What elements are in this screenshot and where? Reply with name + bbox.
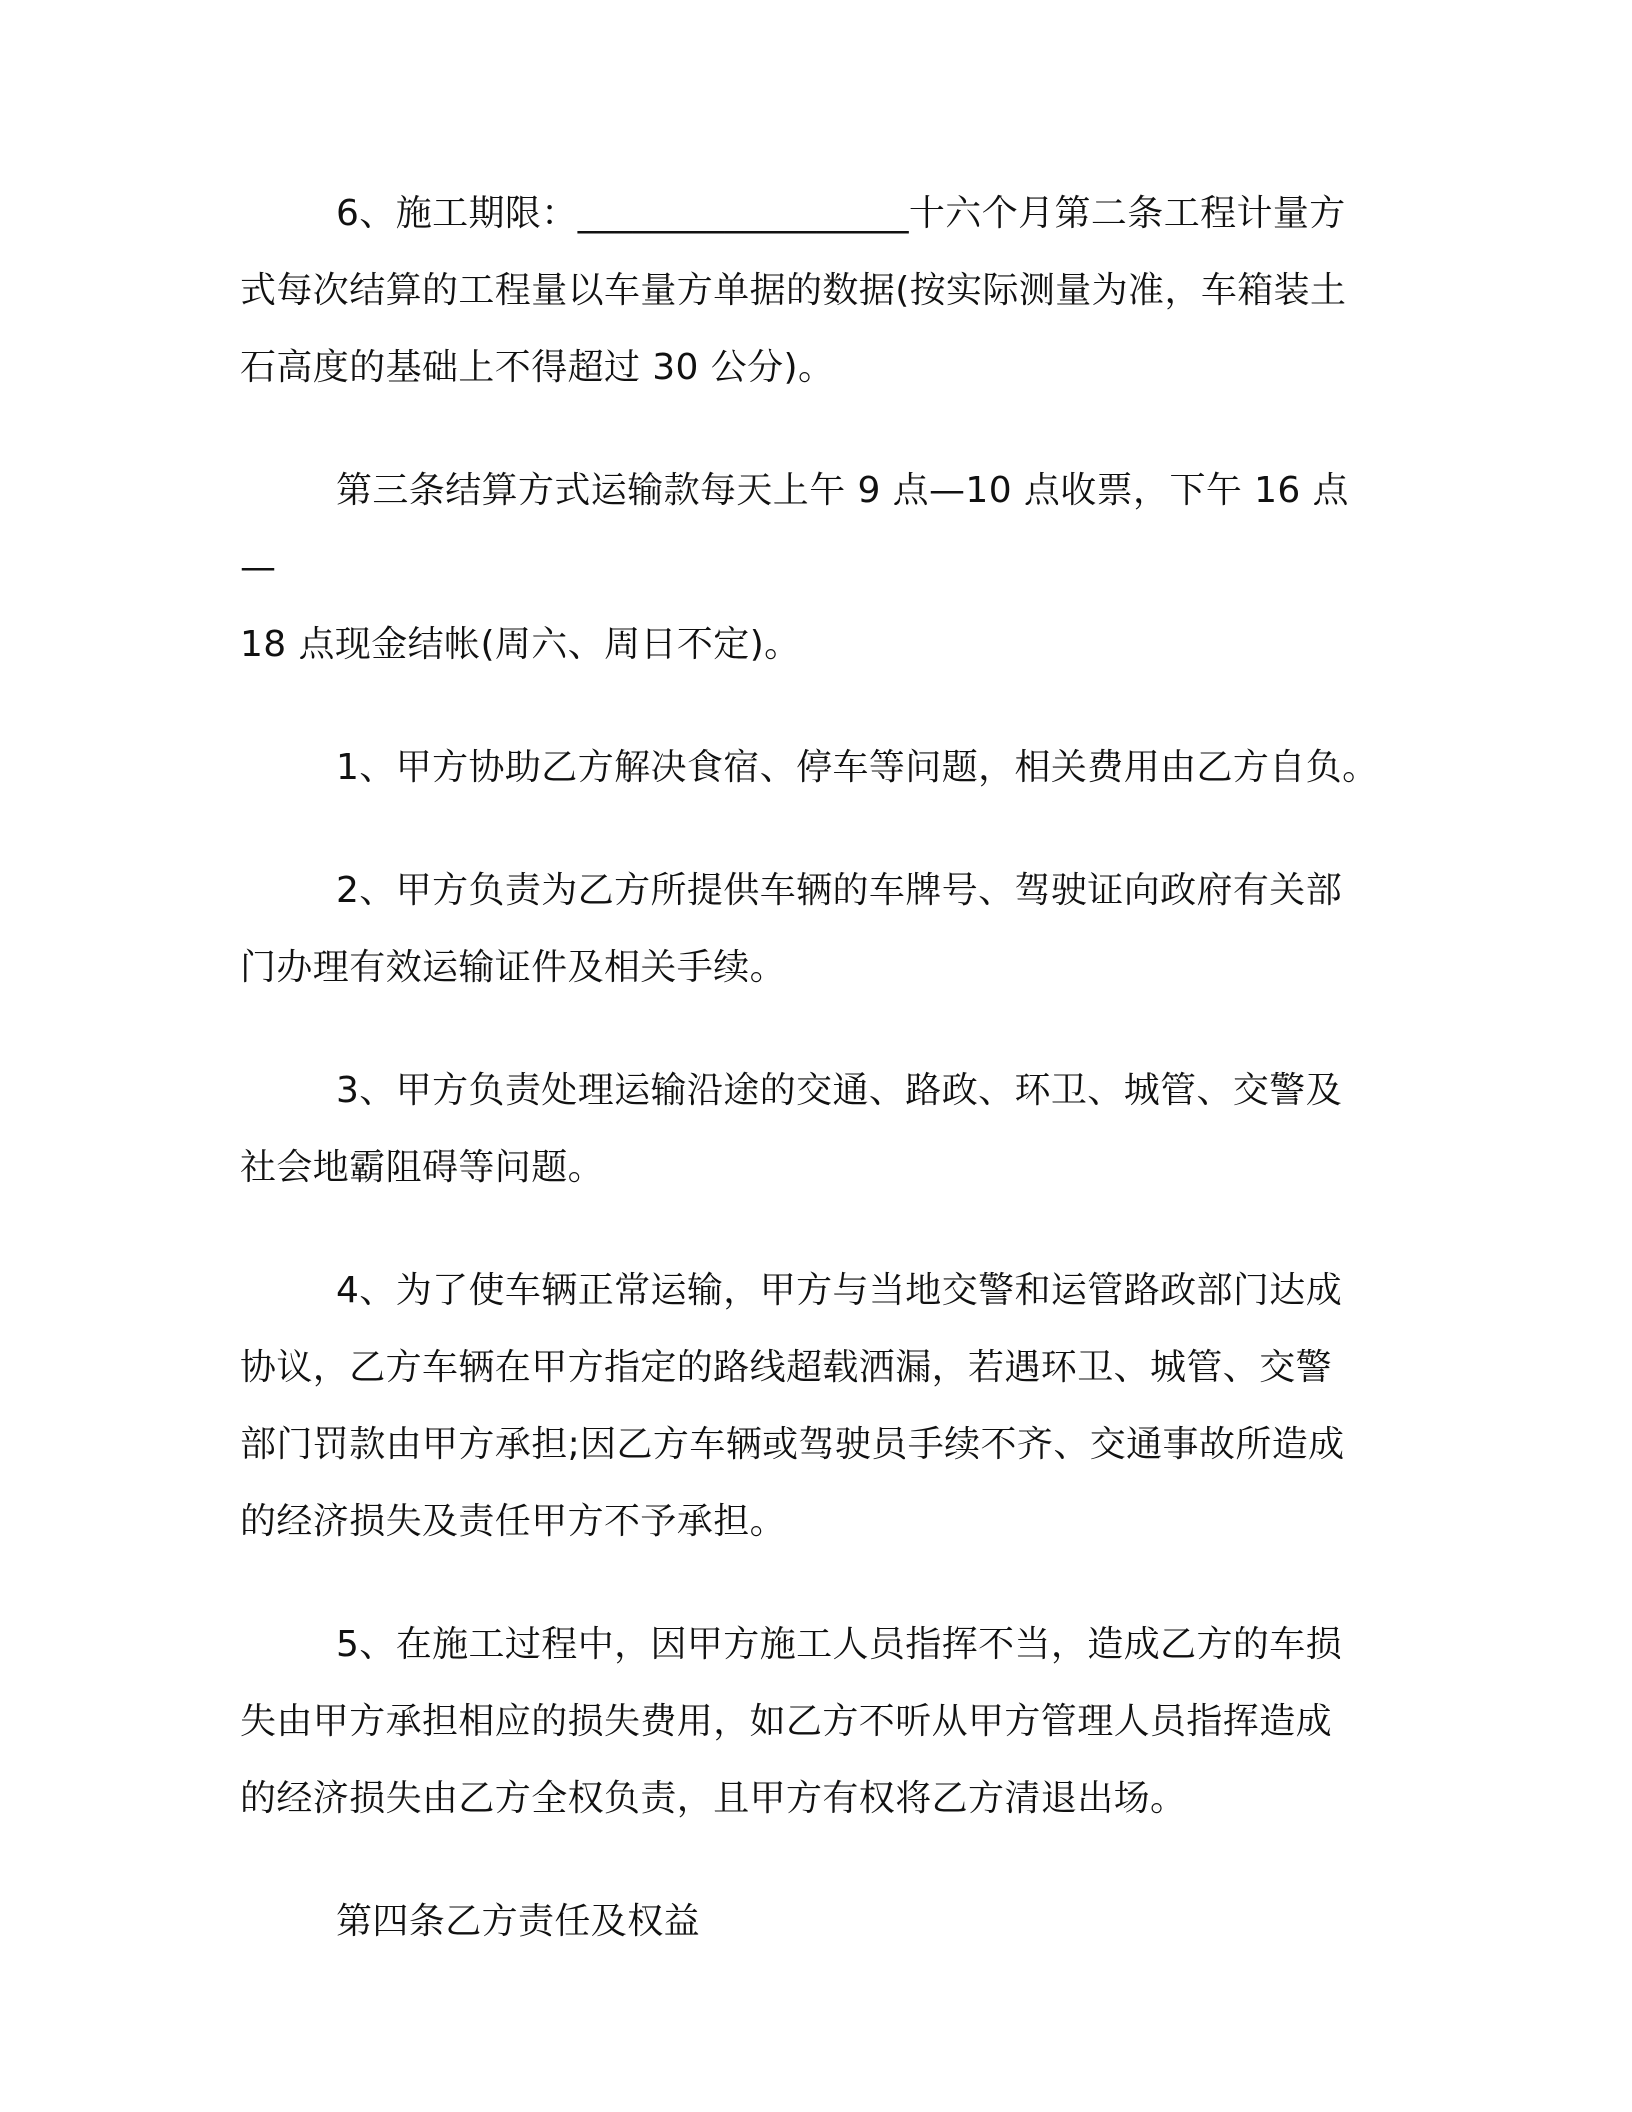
section-heading-article-4 [240,1883,1380,1960]
paragraph-clause-1 [240,729,1380,806]
text-line: 3、甲方负责处理运输沿途的交通、路政、环卫、城管、交警及 [336,1070,1343,1111]
text-line: 2、甲方负责为乙方所提供车辆的车牌号、驾驶证向政府有关部 [336,870,1343,911]
paragraph-clause-4 [240,1252,1380,1560]
text-line: 第四条乙方责任及权益 [336,1901,701,1942]
text-line: 18 点现金结帐(周六、周日不定)。 [240,624,801,665]
text-line: 的经济损失及责任甲方不予承担。 [240,1501,787,1542]
text-line: 部门罚款由甲方承担;因乙方车辆或驾驶员手续不齐、交通事故所造成 [240,1424,1345,1465]
text-line: 4、为了使车辆正常运输，甲方与当地交警和运管路政部门达成 [336,1270,1343,1311]
text-line: 1、甲方协助乙方解决食宿、停车等问题，相关费用由乙方自负。 [336,747,1379,788]
document-body [240,175,1380,2006]
paragraph-settlement-method [240,452,1380,683]
text-line: 式每次结算的工程量以车量方单据的数据(按实际测量为准，车箱装土 [240,270,1347,311]
paragraph-clause-3 [240,1052,1380,1206]
text-line: 社会地霸阻碍等问题。 [240,1147,605,1188]
paragraph-clause-5 [240,1606,1380,1837]
paragraph-construction-period [240,175,1380,406]
text-line: 第三条结算方式运输款每天上午 9 点—10 点收票，下午 16 点— [240,470,1349,588]
text-line: 协议，乙方车辆在甲方指定的路线超载洒漏，若遇环卫、城管、交警 [240,1347,1333,1388]
text-line: 门办理有效运输证件及相关手续。 [240,947,787,988]
text-line: 失由甲方承担相应的损失费用，如乙方不听从甲方管理人员指挥造成 [240,1701,1333,1742]
text-line: 6、施工期限：__________________十六个月第二条工程计量方 [336,193,1346,234]
text-line: 5、在施工过程中，因甲方施工人员指挥不当，造成乙方的车损 [336,1624,1343,1665]
text-line: 石高度的基础上不得超过 30 公分)。 [240,347,835,388]
paragraph-clause-2 [240,852,1380,1006]
text-line: 的经济损失由乙方全权负责，且甲方有权将乙方清退出场。 [240,1778,1187,1819]
